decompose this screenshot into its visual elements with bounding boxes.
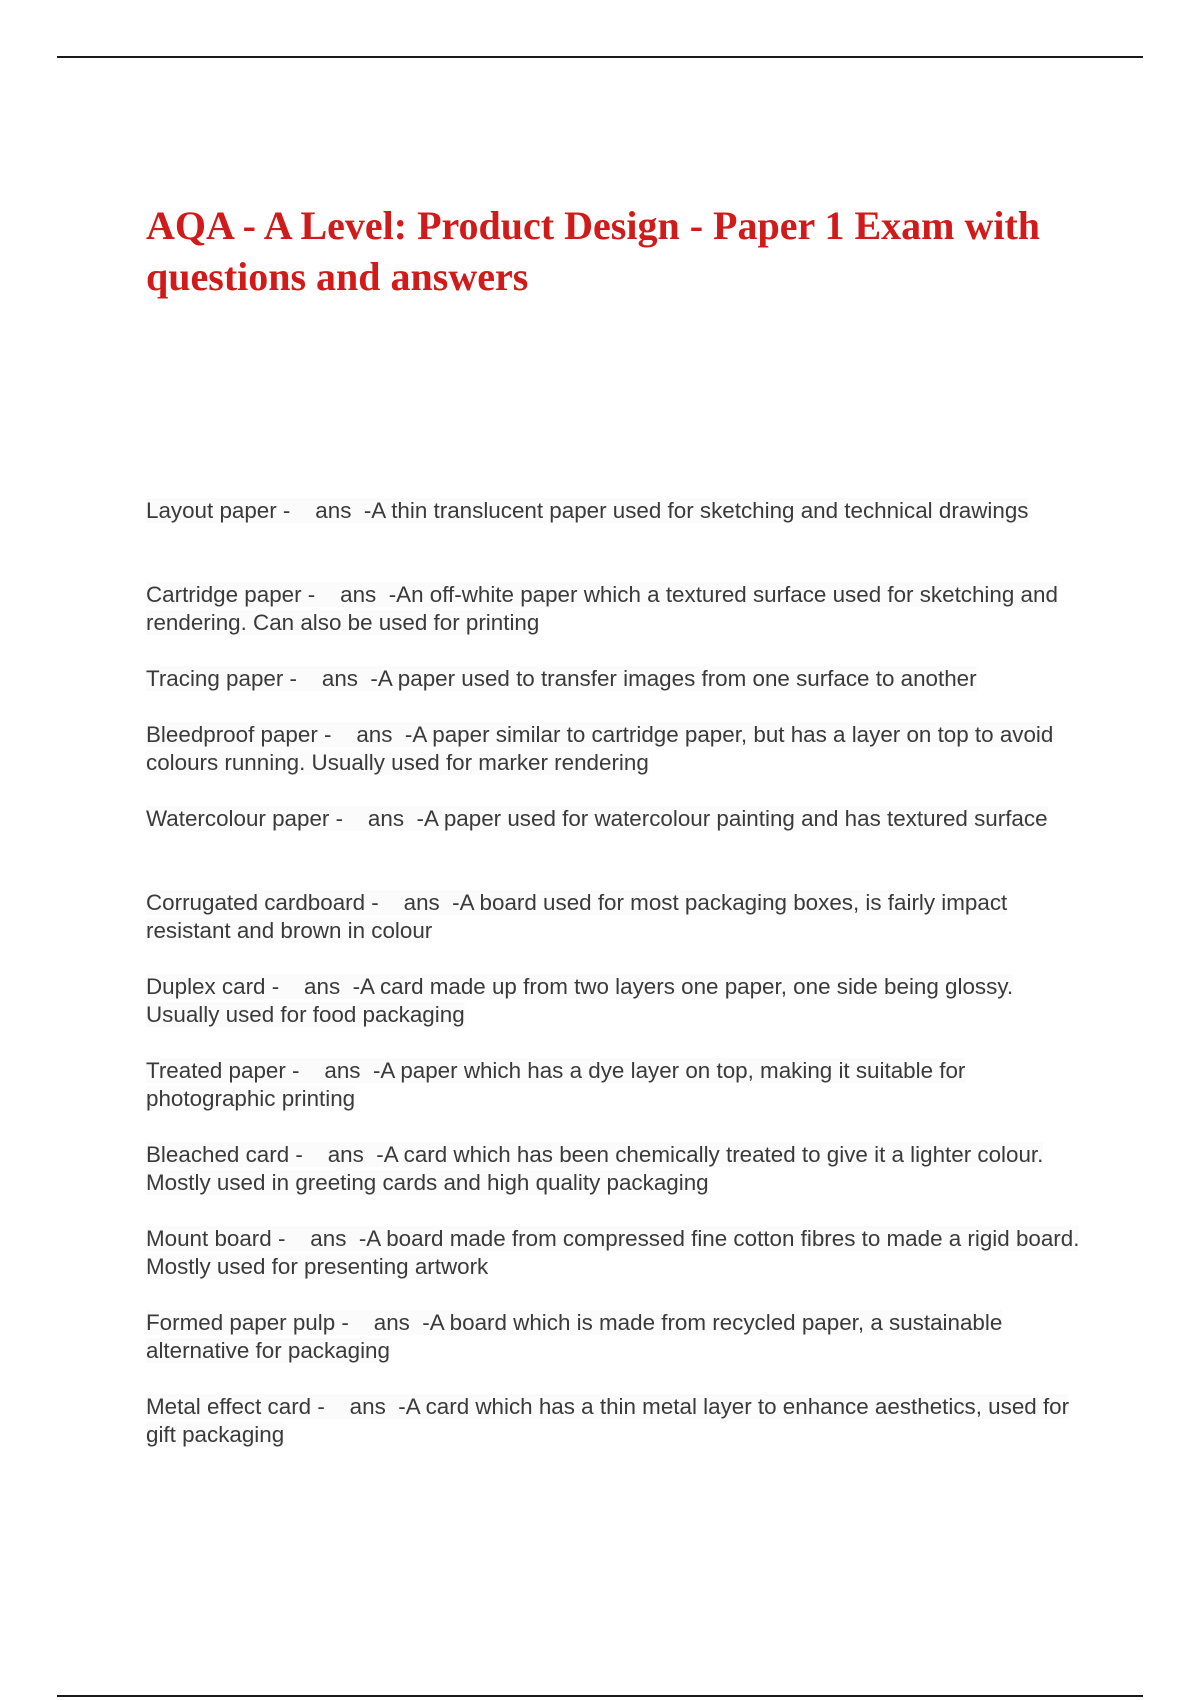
qa-definition: A paper used for watercolour painting and has textured surface bbox=[423, 806, 1048, 831]
qa-item-formed-paper-pulp bbox=[146, 1309, 1086, 1393]
qa-list bbox=[146, 497, 1086, 1477]
qa-definition: An off-white paper which a textured surface used for sketching and rendering. Can also be used for printing bbox=[146, 582, 1058, 635]
qa-item-bleached-card bbox=[146, 1141, 1086, 1225]
qa-term: Mount board - bbox=[146, 1226, 292, 1251]
footer-rule bbox=[57, 1695, 1143, 1697]
qa-definition: A paper similar to cartridge paper, but has a layer on top to avoid colours running. Usually used for marker rendering bbox=[146, 722, 1054, 775]
qa-answer-marker: ans - bbox=[349, 806, 424, 831]
qa-answer-marker: ans - bbox=[321, 582, 397, 607]
qa-item-duplex-card bbox=[146, 973, 1086, 1057]
qa-answer-marker: ans - bbox=[331, 1394, 406, 1419]
qa-term: Layout paper - bbox=[146, 498, 297, 523]
qa-definition: A board made from compressed fine cotton fibres to made a rigid board. Mostly used for presenting artwork bbox=[146, 1226, 1080, 1279]
qa-term: Bleedproof paper - bbox=[146, 722, 338, 747]
qa-term: Treated paper - bbox=[146, 1058, 306, 1083]
qa-answer-marker: ans - bbox=[303, 666, 378, 691]
qa-answer-marker: ans - bbox=[309, 1142, 384, 1167]
qa-item-metal-effect-card bbox=[146, 1393, 1086, 1477]
qa-definition: A board used for most packaging boxes, is fairly impact resistant and brown in colour bbox=[146, 890, 1008, 943]
qa-definition: A paper used to transfer images from one surface to another bbox=[377, 666, 977, 691]
qa-definition: A card which has a thin metal layer to enhance aesthetics, used for gift packaging bbox=[146, 1394, 1070, 1447]
qa-term: Duplex card - bbox=[146, 974, 286, 999]
qa-term: Cartridge paper - bbox=[146, 582, 322, 607]
qa-item-watercolour-paper bbox=[146, 805, 1086, 889]
header-rule bbox=[57, 56, 1143, 58]
qa-term: Watercolour paper - bbox=[146, 806, 350, 831]
qa-answer-marker: ans - bbox=[355, 1310, 430, 1335]
qa-definition: A board which is made from recycled paper, a sustainable alternative for packaging bbox=[146, 1310, 1003, 1363]
qa-item-corrugated-cardboard bbox=[146, 889, 1086, 973]
qa-item-tracing-paper bbox=[146, 665, 1086, 721]
qa-term: Formed paper pulp - bbox=[146, 1310, 356, 1335]
qa-answer-marker: ans - bbox=[305, 1058, 381, 1083]
qa-item-mount-board bbox=[146, 1225, 1086, 1309]
qa-term: Corrugated cardboard - bbox=[146, 890, 385, 915]
qa-answer-marker: ans - bbox=[285, 974, 361, 999]
qa-item-cartridge-paper bbox=[146, 581, 1086, 665]
qa-term: Tracing paper - bbox=[146, 666, 304, 691]
qa-answer-marker: ans - bbox=[296, 498, 372, 523]
qa-item-treated-paper bbox=[146, 1057, 1086, 1141]
qa-term: Bleached card - bbox=[146, 1142, 310, 1167]
qa-answer-marker: ans - bbox=[337, 722, 413, 747]
qa-answer-marker: ans - bbox=[384, 890, 460, 915]
qa-item-bleedproof-paper bbox=[146, 721, 1086, 805]
page-title: AQA - A Level: Product Design - Paper 1 Exam with questions and answers bbox=[146, 203, 1041, 299]
qa-answer-marker: ans - bbox=[291, 1226, 367, 1251]
qa-definition: A card made up from two layers one paper, one side being glossy. Usually used for food packaging bbox=[146, 974, 1014, 1027]
qa-definition: A card which has been chemically treated to give it a lighter colour. Mostly used in greeting cards and high quality packaging bbox=[146, 1142, 1044, 1195]
qa-term: Metal effect card - bbox=[146, 1394, 332, 1419]
qa-item-layout-paper bbox=[146, 497, 1086, 581]
qa-definition: A thin translucent paper used for sketching and technical drawings bbox=[371, 498, 1029, 523]
qa-definition: A paper which has a dye layer on top, making it suitable for photographic printing bbox=[146, 1058, 966, 1111]
